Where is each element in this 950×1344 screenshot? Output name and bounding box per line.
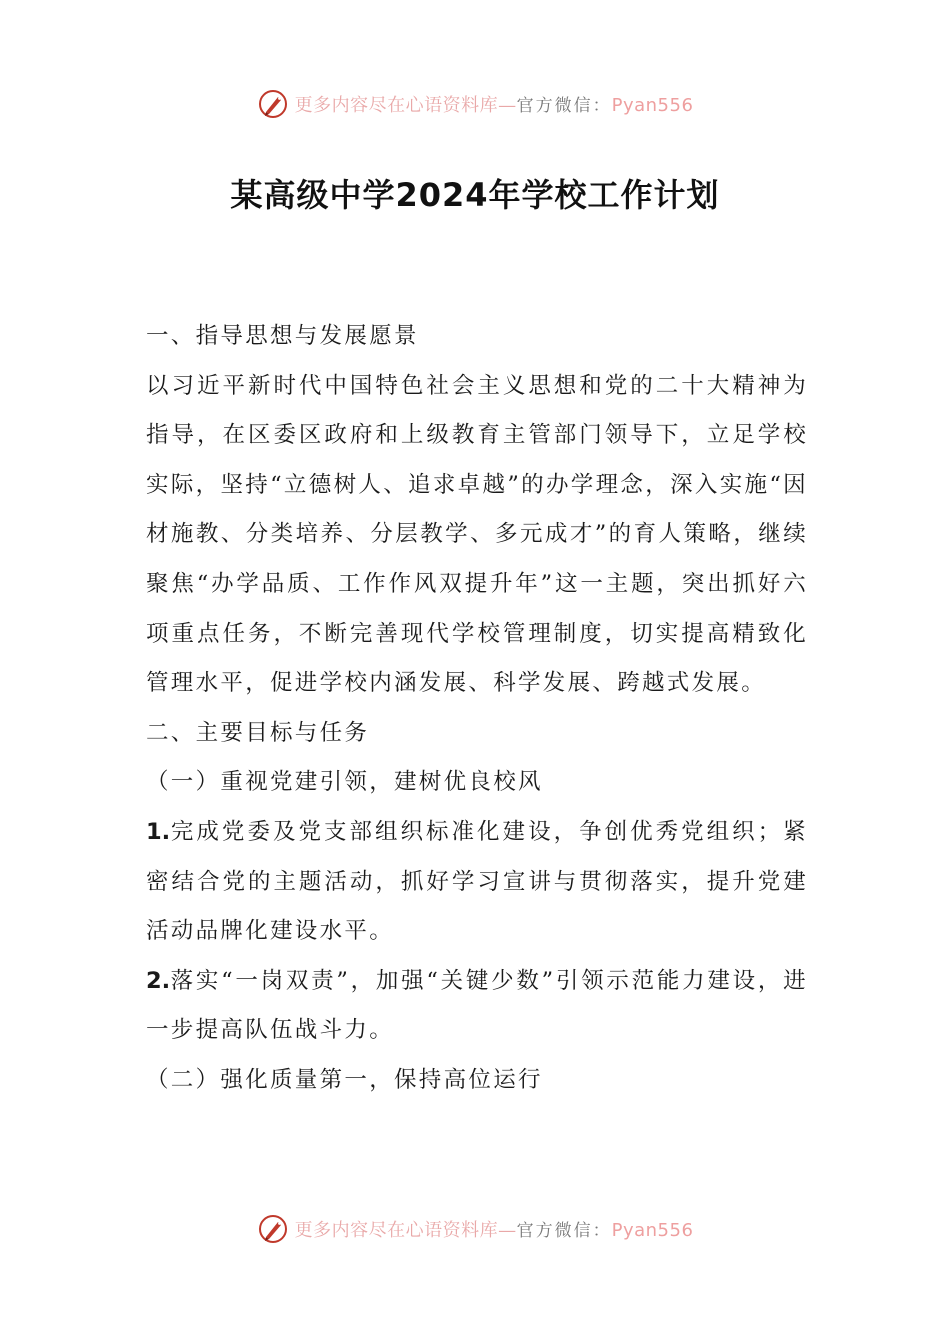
section-heading-2: 二、主要目标与任务 (146, 719, 370, 746)
list-item-2 (146, 957, 808, 1056)
section-heading-1: 一、指导思想与发展愿景 (146, 323, 419, 349)
subsection-heading-1: （一）重视党建引领，建树优良校风 (146, 769, 543, 796)
watermark-wechat-label: 官方微信： (516, 96, 612, 116)
section-1-paragraph: 以习近平新时代中国特色社会主义思想和党的二十大精神为指导，在区委区政府和上级教育主管部门领导下，立足学校实际，坚持“立德树人、追求卓越”的办学理念，深入实施“因材施教、分类培养、分层教学、多元成才”的育人策略，继续聚焦“办学品质、工作作风双提升年”这一主题，突出抓好六项重点任务，不断完善现代学校管理制度，切实提高精致化管理水平，促进学校内涵发展、科学发展、跨越式发展。 (146, 372, 808, 697)
watermark-dash: — (498, 95, 517, 116)
watermark-wechat-label: 官方微信： (516, 1221, 612, 1241)
pen-nib-circle-icon (257, 1213, 289, 1245)
list-item-1-text: 完成党委及党支部组织标准化建设，争创优秀党组织；紧密结合党的主题活动，抓好学习宣讲与贯彻落实，提升党建活动品牌化建设水平。 (146, 818, 808, 945)
list-item-2-text: 落实“一岗双责”，加强“关键少数”引领示范能力建设，进一步提高队伍战斗力。 (146, 967, 808, 1044)
watermark-wechat-id: Pyan556 (611, 1220, 694, 1241)
list-item-2-number: 2. (146, 967, 171, 994)
pen-nib-circle-icon (257, 88, 289, 120)
document-title: 某高级中学2024年学校工作计划 (230, 176, 720, 214)
document-body (146, 312, 808, 1106)
header-watermark (0, 84, 950, 124)
watermark-text (295, 1216, 694, 1242)
list-item-1 (146, 808, 808, 957)
watermark-main-text: 更多内容尽在心语资料库 (294, 95, 499, 116)
subsection-heading-2: （二）强化质量第一，保持高位运行 (146, 1066, 543, 1093)
watermark-main-text: 更多内容尽在心语资料库 (294, 1220, 499, 1241)
footer-watermark (0, 1209, 950, 1249)
list-item-1-number: 1. (146, 818, 171, 845)
watermark-wechat-id: Pyan556 (611, 95, 694, 116)
watermark-text (295, 91, 694, 117)
watermark-dash: — (498, 1220, 517, 1241)
